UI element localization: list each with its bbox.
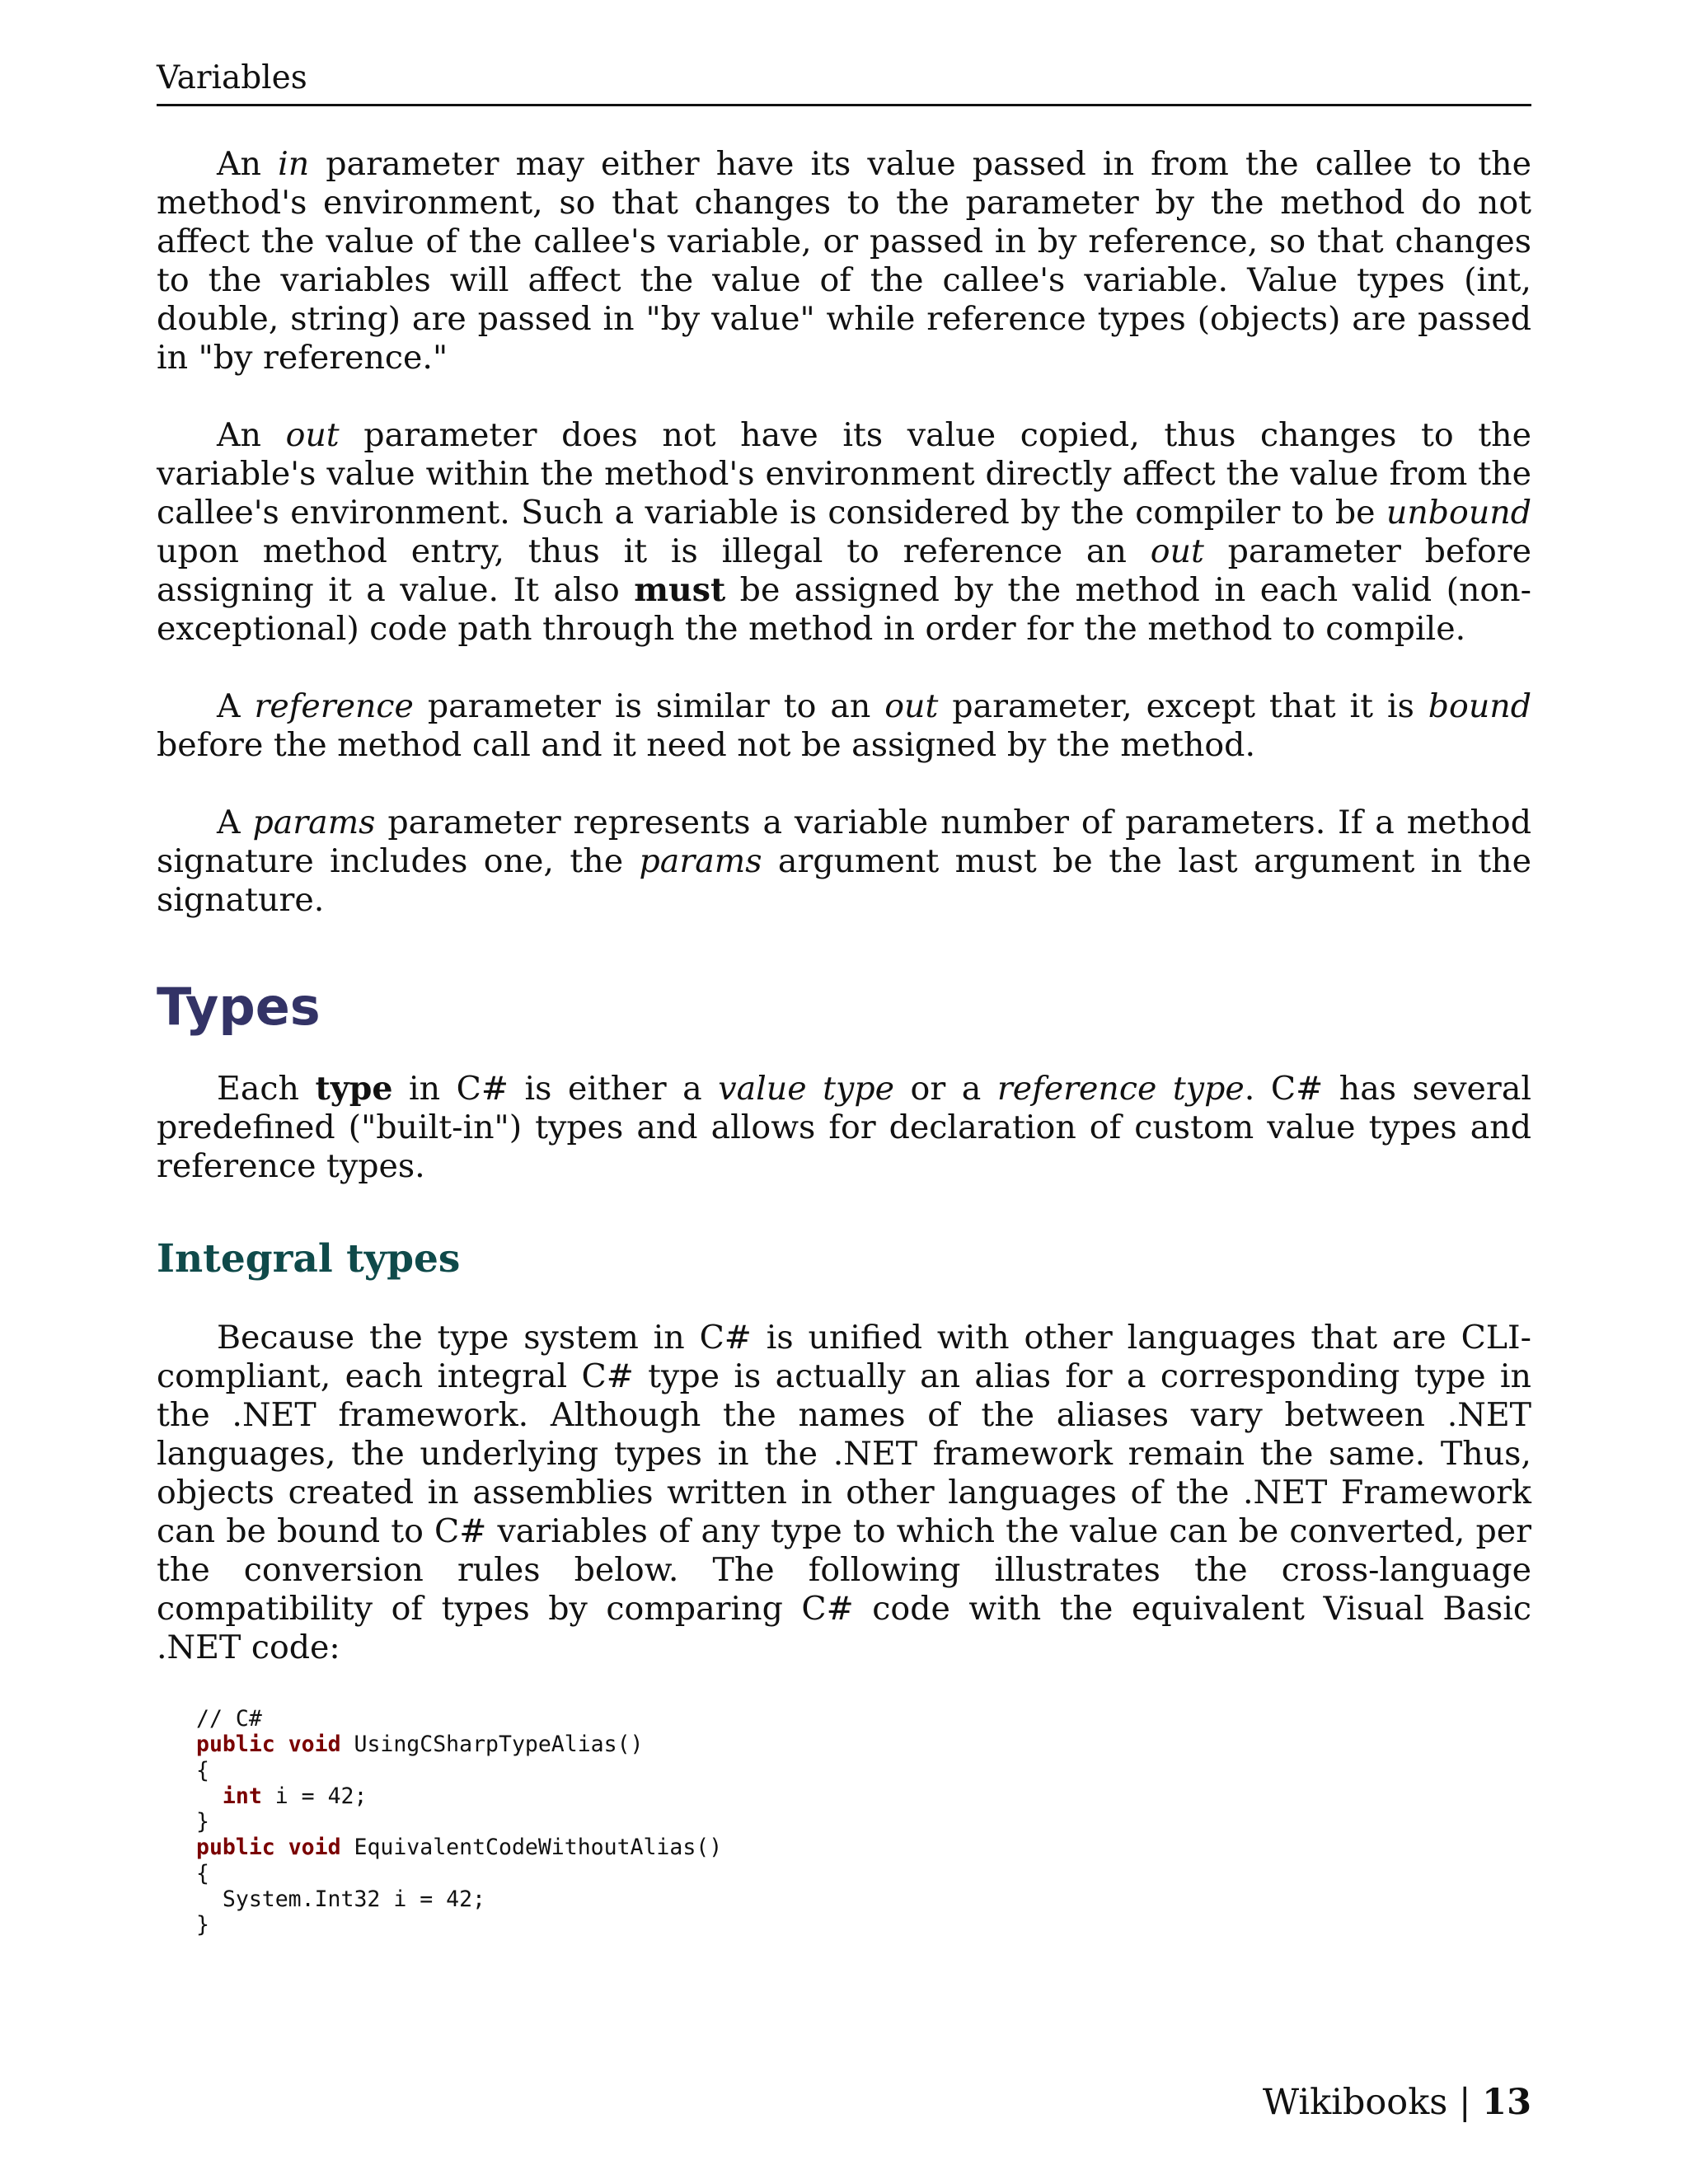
footer-site-name: Wikibooks |: [1262, 2082, 1483, 2123]
text-run: upon method entry, thus it is illegal to reference an: [157, 532, 1151, 570]
code-text: i = 42;: [261, 1783, 368, 1809]
text-run: in C# is either a: [392, 1070, 719, 1108]
text-run: or a: [894, 1070, 997, 1108]
term-out: out: [884, 687, 939, 725]
paragraph-integral-intro: Because the type system in C# is unified with other languages that are CLI-compliant, each integral C# type is actually an alias for a corresponding type in the .NET framework. Although the names of the aliases vary between .NET languages, the underlying types in the .NET framework remain the same. Thus, objects created in assemblies written in other languages of the .NET Framework can be bound to C# variables of any type to which the value can be converted, per the conversion rules below. The following illustrates the cross-language compatibility of types by comparing C# code with the equivalent Visual Basic .NET code:: [157, 1319, 1531, 1666]
code-method-name: EquivalentCodeWithoutAlias(): [340, 1835, 723, 1861]
paragraph-in-parameter: [157, 145, 1531, 377]
text-run: parameter is similar to an: [413, 687, 885, 725]
text-run: be assigned by the method in each valid (non-exceptional) code path through the method in order for the method to compile.: [157, 571, 1532, 648]
keyword-void: void: [288, 1835, 341, 1861]
code-comment: // C#: [196, 1706, 262, 1732]
term-out: out: [1150, 532, 1204, 570]
term-value-type: value type: [718, 1070, 894, 1108]
term-reference: reference: [254, 687, 414, 725]
text-run: parameter does not have its value copied, thus changes to the variable's value within the method's environment directly affect the value from the callee's environment. Such a variable is considered by the compiler to be: [157, 416, 1532, 532]
running-header: [157, 58, 1531, 106]
text-run: parameter represents a variable number of parameters. If a method signature includes one, the: [157, 804, 1531, 880]
term-params: params: [252, 804, 376, 841]
code-open-brace: {: [196, 1860, 209, 1886]
keyword-public: public: [196, 1732, 275, 1758]
keyword-void: void: [288, 1732, 341, 1758]
page-number: 13: [1482, 2082, 1531, 2123]
code-block: [196, 1706, 1531, 1938]
code-indent: [196, 1783, 223, 1809]
paragraph-params-parameter: [157, 804, 1531, 920]
text-run: A: [217, 687, 255, 725]
term-params: params: [639, 842, 762, 880]
subsection-heading-integral-types: Integral types: [157, 1236, 461, 1282]
keyword-int: int: [222, 1783, 262, 1809]
code-line-method2: [196, 1835, 1531, 1860]
term-bound: bound: [1428, 687, 1531, 725]
term-in: in: [278, 145, 310, 183]
code-line-method1: [196, 1732, 1531, 1757]
paragraph-out-parameter: [157, 416, 1531, 649]
text-run: Each: [217, 1070, 316, 1108]
page-body: [157, 145, 1531, 1938]
text-run: . C# has several predefined ("built-in") types and allows for declaration of custom value types and reference types.: [157, 1070, 1531, 1185]
term-reference-type: reference type: [996, 1070, 1245, 1108]
code-line-int: [196, 1783, 1531, 1809]
text-run: parameter, except that it is: [938, 687, 1428, 725]
text-run: A: [217, 804, 253, 841]
paragraph-types-intro: [157, 1070, 1531, 1186]
text-run: An: [217, 416, 286, 454]
code-close-brace: }: [196, 1912, 209, 1938]
term-unbound: unbound: [1386, 494, 1531, 532]
running-header-title: Variables: [157, 59, 307, 96]
code-open-brace: {: [196, 1757, 209, 1783]
emphasis-must: must: [634, 571, 726, 609]
text-run: An: [217, 145, 279, 183]
text-run: before the method call and it need not be assigned by the method.: [157, 726, 1256, 764]
code-line-int32: System.Int32 i = 42;: [196, 1886, 485, 1913]
code-close-brace: }: [196, 1809, 209, 1835]
code-method-name: UsingCSharpTypeAlias(): [340, 1732, 644, 1758]
paragraph-reference-parameter: [157, 687, 1531, 765]
keyword-public: public: [196, 1835, 275, 1861]
term-out: out: [285, 416, 340, 454]
text-run: parameter before assigning it a value. It also: [157, 532, 1531, 609]
text-run: parameter may either have its value passed in from the callee to the method's environment, so that changes to the parameter by the method do not affect the value of the callee's variable, or passed in by reference, so that changes to the variables will affect the value of the callee's variable. Value types (int, double, string) are passed in "by value" while reference types (objects) are passed in "by reference.": [157, 145, 1531, 377]
text-run: argument must be the last argument in the signature.: [157, 842, 1531, 919]
term-type: type: [315, 1070, 393, 1108]
page-footer: [1263, 2081, 1531, 2124]
section-heading-types: Types: [157, 977, 321, 1037]
